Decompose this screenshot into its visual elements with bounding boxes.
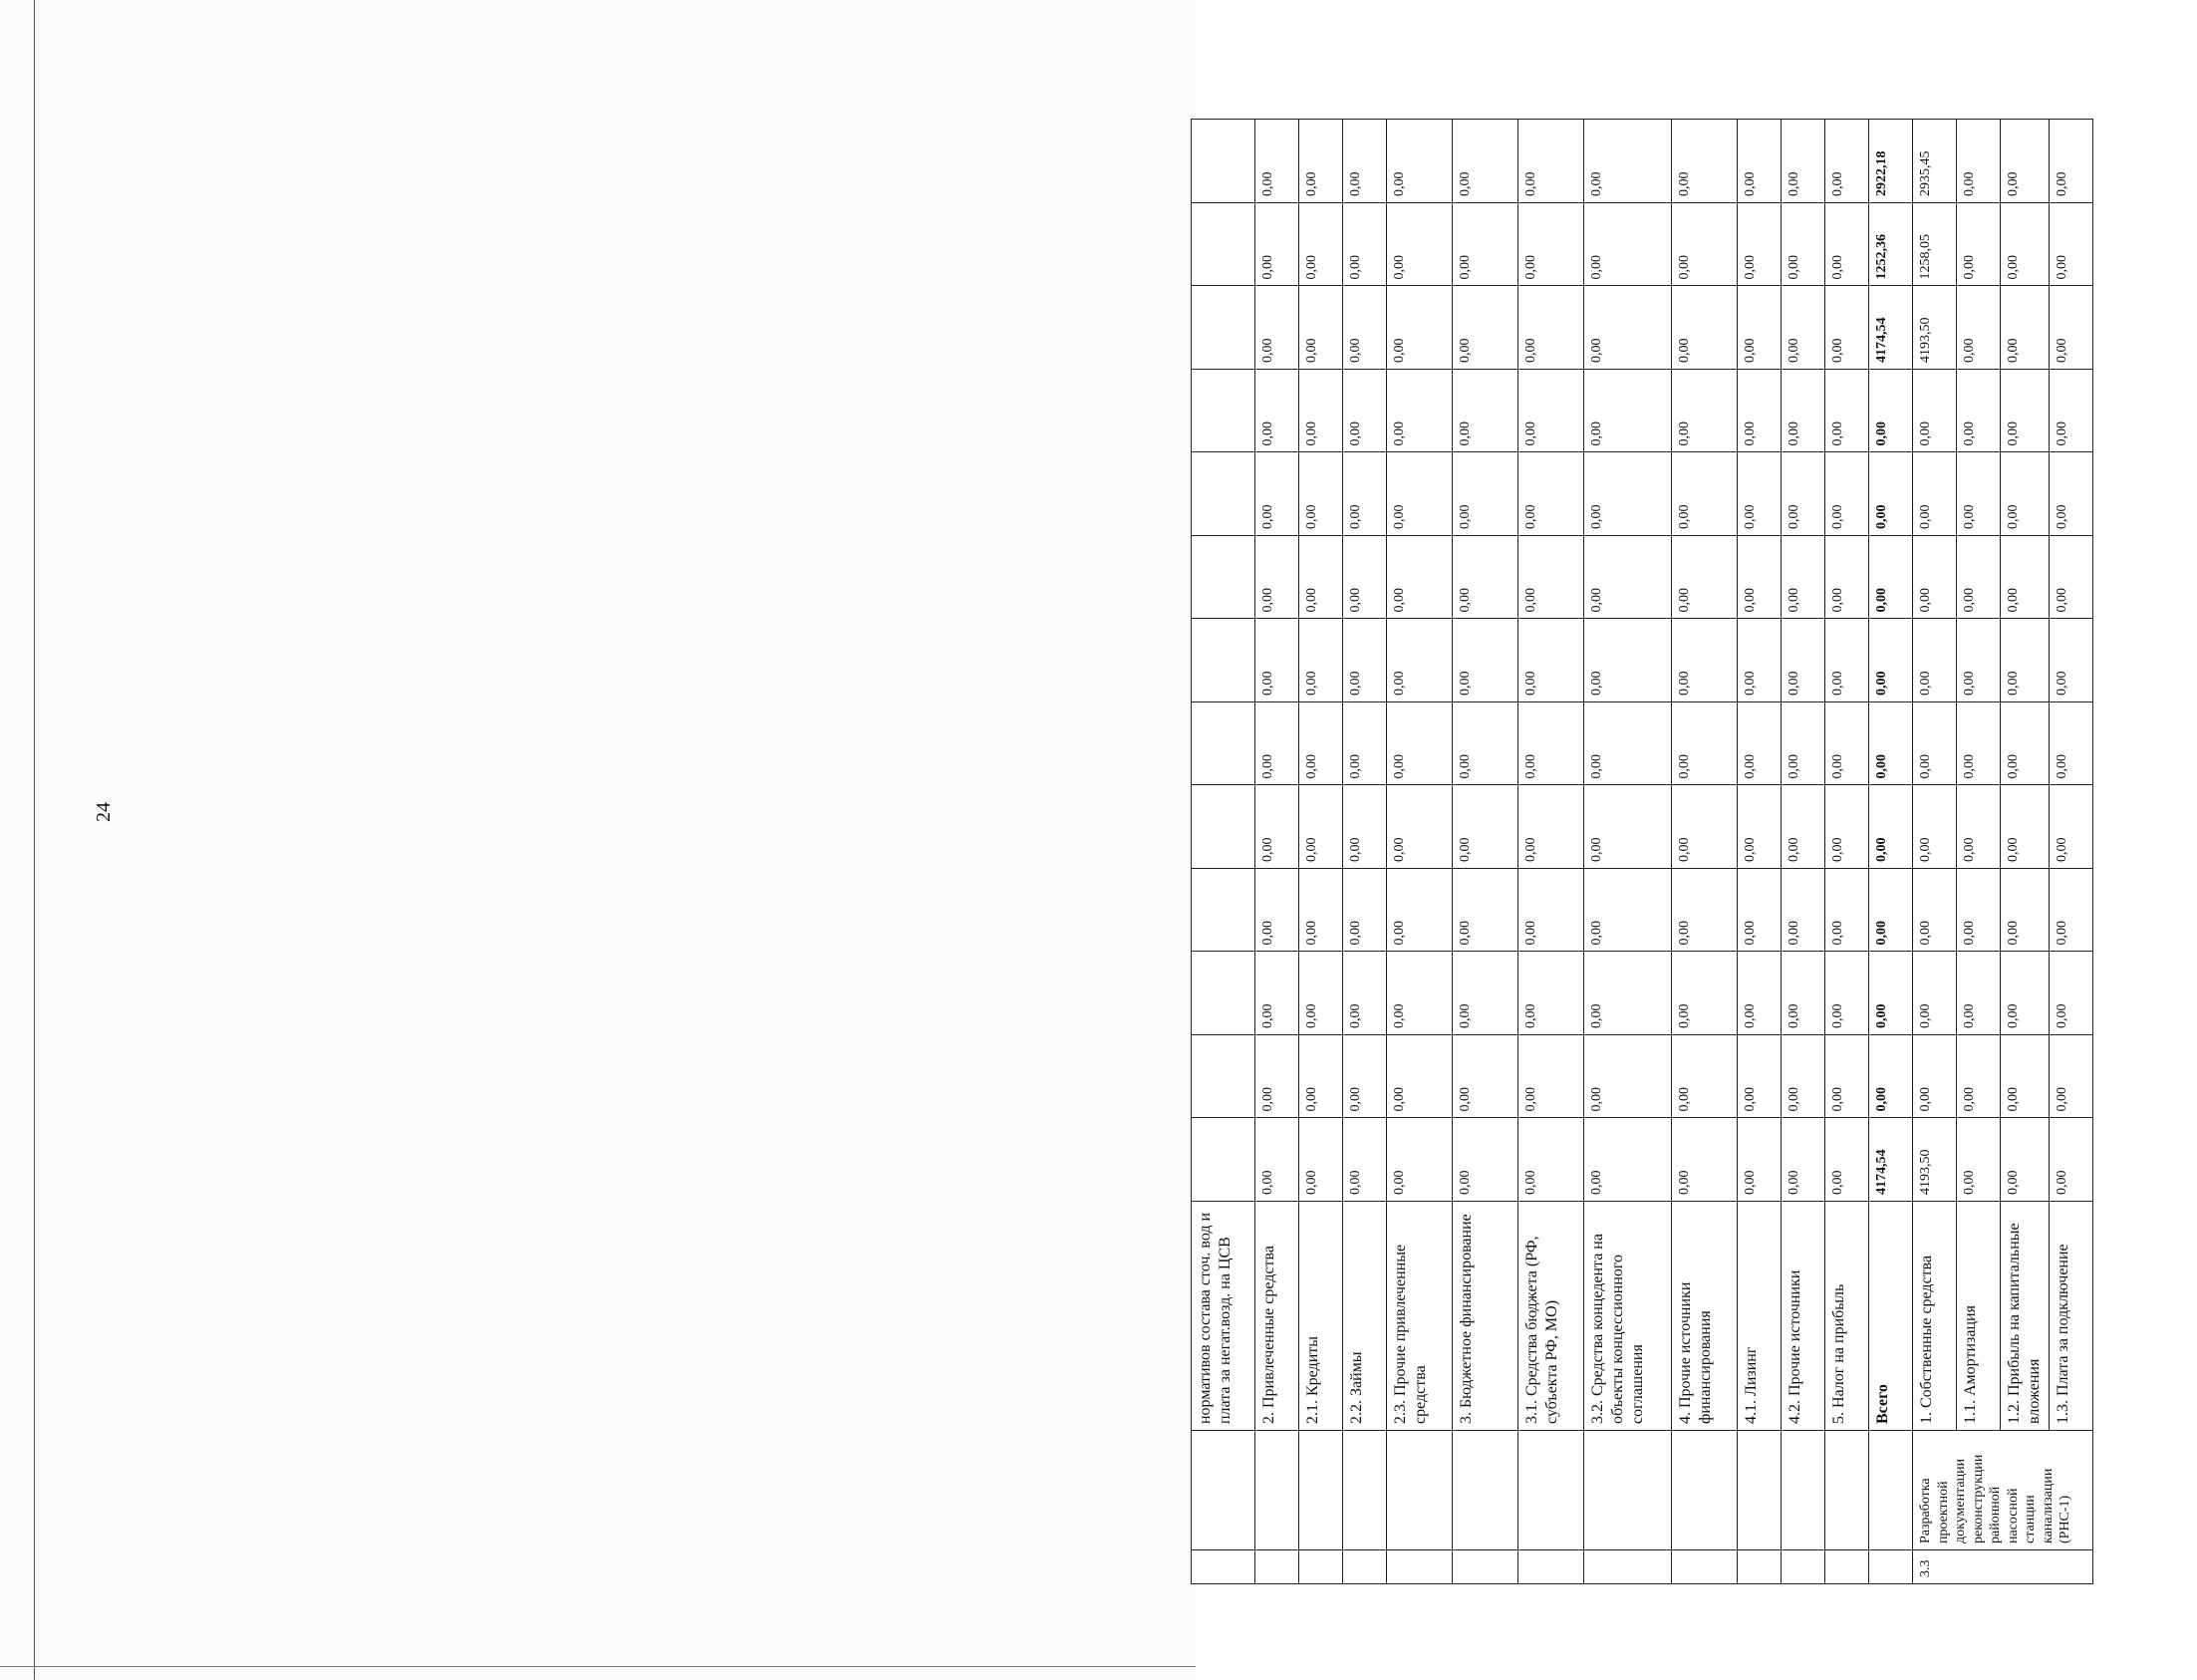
value-cell: 0,00: [2001, 370, 2050, 453]
row-label: 3. Бюджетное финансирование: [1453, 1202, 1518, 1431]
value-cell: 0,00: [2050, 702, 2093, 786]
index-cell: [1343, 1550, 1387, 1584]
value-cell: 0,00: [1387, 370, 1453, 453]
project-cell: [1343, 1431, 1387, 1550]
value-cell: [1192, 286, 1255, 370]
value-cell: 0,00: [1299, 203, 1343, 287]
value-cell: 0,00: [1584, 536, 1672, 620]
value-cell: 0,00: [1672, 869, 1738, 953]
value-cell: 0,00: [2001, 536, 2050, 620]
value-cell: 0,00: [1518, 1035, 1584, 1119]
value-cell: 0,00: [1782, 203, 1825, 287]
value-cell: 0,00: [2001, 452, 2050, 536]
value-cell: 0,00: [1255, 952, 1299, 1035]
value-cell: 0,00: [1387, 286, 1453, 370]
value-cell: 0,00: [1738, 785, 1782, 869]
value-cell: 4174,54: [1869, 286, 1913, 370]
value-cell: 0,00: [1387, 869, 1453, 953]
value-cell: 0,00: [1957, 120, 2001, 203]
value-cell: 0,00: [1825, 536, 1869, 620]
project-cell: [1825, 1431, 1869, 1550]
value-cell: 0,00: [1672, 536, 1738, 620]
value-cell: 0,00: [1782, 952, 1825, 1035]
value-cell: 0,00: [1825, 1118, 1869, 1202]
value-cell: 0,00: [1518, 120, 1584, 203]
value-cell: 0,00: [1299, 286, 1343, 370]
value-cell: 0,00: [1453, 452, 1518, 536]
value-cell: 0,00: [1738, 702, 1782, 786]
value-cell: 0,00: [1782, 120, 1825, 203]
row-label: 1.2. Прибыль на капитальные вложения: [2001, 1202, 2050, 1431]
value-cell: 0,00: [2001, 1035, 2050, 1119]
table-row: [1192, 120, 1255, 1584]
financing-table-body: [1192, 120, 2093, 1584]
value-cell: 0,00: [1343, 702, 1387, 786]
value-cell: 0,00: [1869, 702, 1913, 786]
value-cell: 0,00: [1343, 869, 1387, 953]
table-row: [1869, 120, 1913, 1584]
value-cell: 0,00: [1518, 1118, 1584, 1202]
value-cell: 0,00: [2001, 203, 2050, 287]
value-cell: 0,00: [1738, 370, 1782, 453]
value-cell: 0,00: [1825, 1035, 1869, 1119]
value-cell: 4193,50: [1913, 1118, 1957, 1202]
value-cell: 0,00: [1453, 785, 1518, 869]
table-row: [2050, 120, 2093, 1584]
value-cell: 0,00: [1453, 1035, 1518, 1119]
index-cell: [1825, 1550, 1869, 1584]
value-cell: [1192, 869, 1255, 953]
value-cell: [1192, 203, 1255, 287]
value-cell: 0,00: [1584, 203, 1672, 287]
value-cell: 0,00: [1782, 536, 1825, 620]
value-cell: 0,00: [1518, 536, 1584, 620]
value-cell: 0,00: [1518, 619, 1584, 702]
value-cell: 0,00: [1957, 286, 2001, 370]
page-number: 24: [93, 802, 115, 822]
value-cell: 0,00: [1957, 869, 2001, 953]
value-cell: 0,00: [1869, 536, 1913, 620]
row-label: нормативов состава сточ. вод и плата за негат.возд. на ЦСВ: [1192, 1202, 1255, 1431]
value-cell: 0,00: [1738, 536, 1782, 620]
value-cell: 0,00: [1387, 785, 1453, 869]
value-cell: 0,00: [1869, 619, 1913, 702]
value-cell: 0,00: [1738, 286, 1782, 370]
value-cell: 0,00: [2050, 536, 2093, 620]
value-cell: 0,00: [1299, 452, 1343, 536]
value-cell: 0,00: [1255, 452, 1299, 536]
value-cell: 0,00: [1453, 203, 1518, 287]
value-cell: 0,00: [2050, 120, 2093, 203]
value-cell: 0,00: [1343, 452, 1387, 536]
project-cell: [1782, 1431, 1825, 1550]
scan-edge-bottom: [0, 1666, 1196, 1667]
index-cell: [1672, 1550, 1738, 1584]
value-cell: 0,00: [2001, 785, 2050, 869]
value-cell: 0,00: [2001, 619, 2050, 702]
value-cell: 0,00: [1782, 1118, 1825, 1202]
value-cell: [1192, 785, 1255, 869]
value-cell: [1192, 370, 1255, 453]
value-cell: 0,00: [2050, 203, 2093, 287]
value-cell: 0,00: [1453, 952, 1518, 1035]
value-cell: 0,00: [1782, 785, 1825, 869]
value-cell: 0,00: [1672, 785, 1738, 869]
value-cell: 0,00: [1913, 702, 1957, 786]
index-cell: [1869, 1550, 1913, 1584]
value-cell: 0,00: [2001, 702, 2050, 786]
value-cell: [1192, 452, 1255, 536]
value-cell: 0,00: [1825, 702, 1869, 786]
value-cell: 0,00: [1453, 286, 1518, 370]
value-cell: 0,00: [1957, 203, 2001, 287]
value-cell: 2922,18: [1869, 120, 1913, 203]
value-cell: 0,00: [1584, 1035, 1672, 1119]
row-label: Всего: [1869, 1202, 1913, 1431]
table-row: [1913, 120, 1957, 1584]
table-row: [1518, 120, 1584, 1584]
value-cell: 0,00: [1584, 785, 1672, 869]
value-cell: 0,00: [1957, 370, 2001, 453]
value-cell: 0,00: [1343, 536, 1387, 620]
value-cell: 0,00: [1825, 203, 1869, 287]
row-label: 3.1. Средства бюджета (РФ, субъекта РФ, МО): [1518, 1202, 1584, 1431]
value-cell: 0,00: [1453, 1118, 1518, 1202]
value-cell: 0,00: [1825, 370, 1869, 453]
value-cell: 0,00: [1584, 869, 1672, 953]
value-cell: 0,00: [1672, 203, 1738, 287]
table-row: [1957, 120, 2001, 1584]
value-cell: [1192, 1118, 1255, 1202]
value-cell: 0,00: [1869, 452, 1913, 536]
value-cell: 0,00: [1518, 785, 1584, 869]
value-cell: 0,00: [1782, 702, 1825, 786]
value-cell: 0,00: [1672, 370, 1738, 453]
value-cell: 0,00: [1738, 619, 1782, 702]
table-row: [1453, 120, 1518, 1584]
value-cell: 0,00: [1825, 619, 1869, 702]
value-cell: 0,00: [2050, 370, 2093, 453]
value-cell: 0,00: [1343, 1035, 1387, 1119]
value-cell: 0,00: [2001, 952, 2050, 1035]
value-cell: 0,00: [1255, 203, 1299, 287]
row-label: 4.2. Прочие источники: [1782, 1202, 1825, 1431]
value-cell: 0,00: [1255, 619, 1299, 702]
value-cell: 0,00: [1782, 452, 1825, 536]
value-cell: 0,00: [1825, 869, 1869, 953]
value-cell: 0,00: [1584, 702, 1672, 786]
value-cell: 0,00: [1738, 452, 1782, 536]
value-cell: 0,00: [1957, 952, 2001, 1035]
value-cell: 0,00: [1387, 452, 1453, 536]
value-cell: 0,00: [1672, 1035, 1738, 1119]
value-cell: 0,00: [1518, 203, 1584, 287]
value-cell: 0,00: [1957, 452, 2001, 536]
scan-edge-left: [34, 0, 35, 1680]
table-row: [2001, 120, 2050, 1584]
value-cell: 0,00: [1343, 286, 1387, 370]
project-cell: [1299, 1431, 1343, 1550]
value-cell: 4193,50: [1913, 286, 1957, 370]
value-cell: 0,00: [1255, 1035, 1299, 1119]
value-cell: 0,00: [1343, 120, 1387, 203]
value-cell: 0,00: [2050, 1035, 2093, 1119]
value-cell: 0,00: [1387, 952, 1453, 1035]
section-index: 3.3: [1913, 1550, 2093, 1584]
value-cell: 0,00: [1518, 952, 1584, 1035]
value-cell: 0,00: [1518, 869, 1584, 953]
value-cell: 0,00: [1299, 1118, 1343, 1202]
value-cell: 1252,36: [1869, 203, 1913, 287]
value-cell: 0,00: [1584, 1118, 1672, 1202]
table-row: [1825, 120, 1869, 1584]
project-cell: [1192, 1431, 1255, 1550]
value-cell: 0,00: [1957, 785, 2001, 869]
value-cell: 0,00: [1738, 1035, 1782, 1119]
row-label: 1.1. Амортизация: [1957, 1202, 2001, 1431]
value-cell: 0,00: [1825, 785, 1869, 869]
index-cell: [1255, 1550, 1299, 1584]
value-cell: 0,00: [1453, 869, 1518, 953]
value-cell: 0,00: [1343, 203, 1387, 287]
value-cell: 0,00: [1299, 619, 1343, 702]
project-cell: [1255, 1431, 1299, 1550]
project-cell: [1518, 1431, 1584, 1550]
value-cell: 0,00: [1255, 1118, 1299, 1202]
value-cell: 0,00: [1738, 869, 1782, 953]
value-cell: 0,00: [1299, 370, 1343, 453]
value-cell: 0,00: [1299, 536, 1343, 620]
value-cell: 0,00: [1672, 286, 1738, 370]
index-cell: [1584, 1550, 1672, 1584]
value-cell: 0,00: [1584, 452, 1672, 536]
value-cell: [1192, 120, 1255, 203]
row-label: 4.1. Лизинг: [1738, 1202, 1782, 1431]
value-cell: 0,00: [1584, 619, 1672, 702]
value-cell: 0,00: [2001, 869, 2050, 953]
row-label: 2. Привлеченные средства: [1255, 1202, 1299, 1431]
row-label: 2.3. Прочие привлеченные средства: [1387, 1202, 1453, 1431]
value-cell: 0,00: [1913, 869, 1957, 953]
value-cell: [1192, 536, 1255, 620]
value-cell: 0,00: [1299, 869, 1343, 953]
value-cell: 0,00: [1782, 1035, 1825, 1119]
value-cell: 0,00: [1518, 286, 1584, 370]
value-cell: 0,00: [1299, 120, 1343, 203]
value-cell: 0,00: [1387, 1118, 1453, 1202]
value-cell: 0,00: [1584, 370, 1672, 453]
value-cell: 0,00: [1387, 120, 1453, 203]
value-cell: 0,00: [2050, 785, 2093, 869]
project-cell: [1584, 1431, 1672, 1550]
value-cell: 0,00: [1255, 785, 1299, 869]
value-cell: 0,00: [1957, 1035, 2001, 1119]
project-cell: [1869, 1431, 1913, 1550]
value-cell: 0,00: [1672, 452, 1738, 536]
value-cell: [1192, 619, 1255, 702]
value-cell: 0,00: [1738, 120, 1782, 203]
value-cell: 0,00: [2001, 120, 2050, 203]
table-row: [1584, 120, 1672, 1584]
value-cell: 0,00: [2050, 869, 2093, 953]
table-row: [1343, 120, 1387, 1584]
rotated-table-wrapper: [1191, 120, 2197, 1584]
value-cell: 0,00: [1299, 702, 1343, 786]
value-cell: 0,00: [2050, 286, 2093, 370]
value-cell: 0,00: [1738, 1118, 1782, 1202]
value-cell: 0,00: [1255, 536, 1299, 620]
table-row: [1738, 120, 1782, 1584]
value-cell: 2935,45: [1913, 120, 1957, 203]
value-cell: 0,00: [1957, 536, 2001, 620]
financing-table: [1191, 120, 2093, 1585]
section-project-name: Разработка проектной документации реконструкции районной насосной станции канализации (РНС-1): [1913, 1431, 2093, 1550]
index-cell: [1738, 1550, 1782, 1584]
value-cell: 0,00: [1387, 702, 1453, 786]
value-cell: 0,00: [1299, 785, 1343, 869]
value-cell: 0,00: [1584, 286, 1672, 370]
value-cell: 0,00: [1672, 952, 1738, 1035]
value-cell: 0,00: [1672, 702, 1738, 786]
value-cell: 0,00: [1453, 370, 1518, 453]
row-label: 2.2. Займы: [1343, 1202, 1387, 1431]
value-cell: 0,00: [1957, 1118, 2001, 1202]
value-cell: 4174,54: [1869, 1118, 1913, 1202]
project-cell: [1453, 1431, 1518, 1550]
value-cell: 0,00: [2050, 1118, 2093, 1202]
row-label: 5. Налог на прибыль: [1825, 1202, 1869, 1431]
value-cell: 0,00: [1343, 952, 1387, 1035]
value-cell: 0,00: [1913, 619, 1957, 702]
value-cell: 0,00: [1518, 452, 1584, 536]
value-cell: 0,00: [1825, 286, 1869, 370]
value-cell: 0,00: [1255, 120, 1299, 203]
value-cell: 0,00: [1913, 452, 1957, 536]
value-cell: 0,00: [1782, 370, 1825, 453]
value-cell: 0,00: [1387, 203, 1453, 287]
value-cell: 0,00: [2050, 452, 2093, 536]
value-cell: 0,00: [1825, 452, 1869, 536]
value-cell: [1192, 1035, 1255, 1119]
value-cell: 0,00: [1453, 120, 1518, 203]
value-cell: 0,00: [1782, 869, 1825, 953]
value-cell: 0,00: [1299, 1035, 1343, 1119]
value-cell: 0,00: [1518, 370, 1584, 453]
value-cell: 0,00: [2050, 619, 2093, 702]
value-cell: 0,00: [1518, 702, 1584, 786]
value-cell: 0,00: [1387, 1035, 1453, 1119]
value-cell: 0,00: [2001, 286, 2050, 370]
value-cell: 0,00: [1255, 702, 1299, 786]
value-cell: 0,00: [1782, 619, 1825, 702]
value-cell: 0,00: [1869, 952, 1913, 1035]
value-cell: 0,00: [2001, 1118, 2050, 1202]
value-cell: 0,00: [1343, 785, 1387, 869]
value-cell: 0,00: [1453, 536, 1518, 620]
value-cell: 0,00: [1387, 536, 1453, 620]
value-cell: 0,00: [1913, 1035, 1957, 1119]
value-cell: 0,00: [1255, 370, 1299, 453]
value-cell: 0,00: [1825, 120, 1869, 203]
value-cell: 0,00: [1255, 286, 1299, 370]
value-cell: 0,00: [1738, 203, 1782, 287]
row-label: 4. Прочие источники финансирования: [1672, 1202, 1738, 1431]
table-row: [1299, 120, 1343, 1584]
value-cell: 0,00: [1672, 120, 1738, 203]
value-cell: 1258,05: [1913, 203, 1957, 287]
value-cell: 0,00: [1299, 952, 1343, 1035]
value-cell: 0,00: [1825, 952, 1869, 1035]
value-cell: [1192, 702, 1255, 786]
index-cell: [1453, 1550, 1518, 1584]
index-cell: [1387, 1550, 1453, 1584]
value-cell: 0,00: [1453, 702, 1518, 786]
project-cell: [1738, 1431, 1782, 1550]
value-cell: 0,00: [1913, 785, 1957, 869]
index-cell: [1192, 1550, 1255, 1584]
value-cell: 0,00: [1343, 370, 1387, 453]
table-row: [1255, 120, 1299, 1584]
value-cell: 0,00: [1869, 370, 1913, 453]
value-cell: 0,00: [1343, 619, 1387, 702]
table-row: [1387, 120, 1453, 1584]
value-cell: 0,00: [1913, 536, 1957, 620]
row-label: 3.2. Средства концедента на объекты концессионного соглашения: [1584, 1202, 1672, 1431]
value-cell: 0,00: [1255, 869, 1299, 953]
value-cell: 0,00: [1453, 619, 1518, 702]
index-cell: [1518, 1550, 1584, 1584]
value-cell: 0,00: [1782, 286, 1825, 370]
value-cell: [1192, 952, 1255, 1035]
value-cell: 0,00: [1913, 370, 1957, 453]
value-cell: 0,00: [1343, 1118, 1387, 1202]
value-cell: 0,00: [1672, 619, 1738, 702]
value-cell: 0,00: [1738, 952, 1782, 1035]
value-cell: 0,00: [1672, 1118, 1738, 1202]
index-cell: [1299, 1550, 1343, 1584]
table-row: [1672, 120, 1738, 1584]
value-cell: 0,00: [1584, 952, 1672, 1035]
index-cell: [1782, 1550, 1825, 1584]
project-cell: [1672, 1431, 1738, 1550]
value-cell: 0,00: [1869, 869, 1913, 953]
row-label: 1. Собственные средства: [1913, 1202, 1957, 1431]
value-cell: 0,00: [1957, 619, 2001, 702]
row-label: 1.3. Плата за подключение: [2050, 1202, 2093, 1431]
project-cell: [1387, 1431, 1453, 1550]
value-cell: 0,00: [2050, 952, 2093, 1035]
value-cell: 0,00: [1584, 120, 1672, 203]
value-cell: 0,00: [1913, 952, 1957, 1035]
value-cell: 0,00: [1387, 619, 1453, 702]
table-row: [1782, 120, 1825, 1584]
value-cell: 0,00: [1957, 702, 2001, 786]
value-cell: 0,00: [1869, 785, 1913, 869]
value-cell: 0,00: [1869, 1035, 1913, 1119]
row-label: 2.1. Кредиты: [1299, 1202, 1343, 1431]
